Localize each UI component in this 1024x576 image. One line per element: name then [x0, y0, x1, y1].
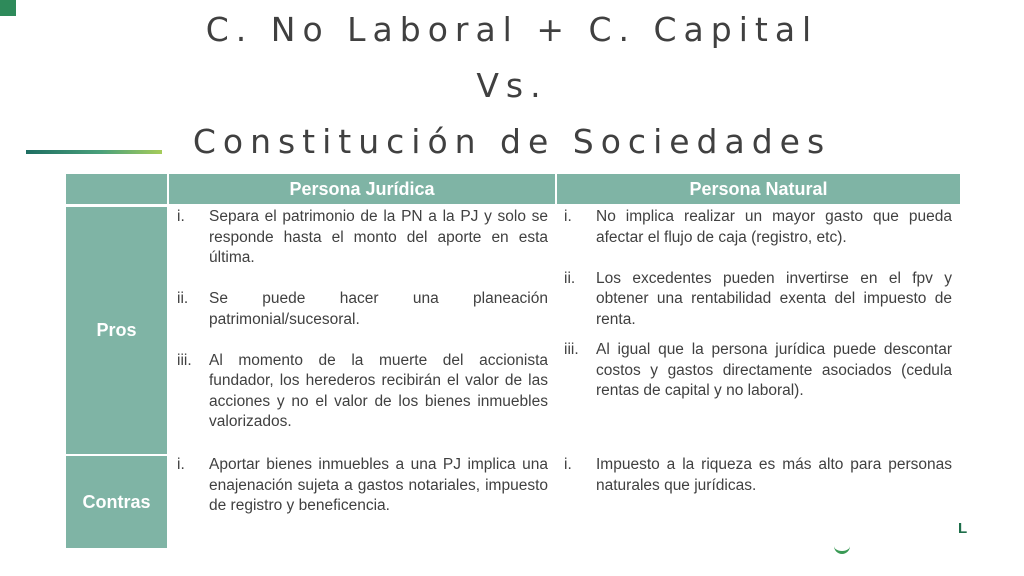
item-text: No implica realizar un mayor gasto que pueda afectar el flujo de caja (registro, etc).: [596, 208, 952, 246]
pros-pn-cell: [556, 206, 960, 456]
comparison-table: [66, 174, 960, 548]
list-item: [556, 340, 960, 402]
item-text: Al igual que la persona jurídica puede descontar costos y gastos directamente asociados (cedula rentas de capital y no laboral).: [596, 341, 952, 399]
row-label-pros: Pros: [66, 206, 168, 456]
item-number: i.: [564, 456, 572, 473]
list-item: [556, 455, 960, 496]
table-row-contras: [66, 455, 960, 548]
item-number: ii.: [564, 269, 576, 287]
item-text: Impuesto a la riqueza es más alto para personas naturales que jurídicas.: [596, 456, 952, 494]
item-number: i.: [177, 456, 185, 473]
list-item: [556, 207, 960, 248]
item-number: ii.: [177, 290, 189, 307]
table-row-pros: [66, 206, 960, 456]
item-text: Se puede hacer una planeación patrimonial/sucesoral.: [209, 290, 548, 328]
item-text: Aportar bienes inmuebles a una PJ implica una enajenación sujeta a gastos notariales, impuesto de registro y beneficencia.: [209, 456, 548, 514]
item-text: Separa el patrimonio de la PN a la PJ y solo se responde hasta el monto del aporte en esta última.: [209, 208, 548, 266]
list-item: [169, 207, 556, 269]
list-item: [169, 289, 556, 330]
list-item: [169, 455, 556, 517]
header-persona-natural: Persona Natural: [556, 174, 960, 206]
item-number: i.: [564, 208, 572, 225]
contras-pn-cell: [556, 455, 960, 548]
contras-pj-cell: [168, 455, 556, 548]
title-line-3: Constitución de Sociedades: [192, 122, 832, 161]
list-item: [169, 351, 556, 433]
item-text: Los excedentes pueden invertirse en el fpv y obtener una rentabilidad exenta del impuesto de renta.: [596, 269, 952, 328]
title-underline: [26, 150, 162, 154]
header-empty: [66, 174, 168, 206]
pros-pj-cell: [168, 206, 556, 456]
slide-title: [0, 2, 1024, 170]
title-line-2: Vs.: [476, 66, 548, 105]
item-number: iii.: [564, 341, 579, 358]
item-number: iii.: [177, 351, 192, 369]
item-text: Al momento de la muerte del accionista fundador, los herederos recibirán el valor de las acciones y no el valor de los bienes inmuebles valorizados.: [209, 351, 548, 430]
table-header-row: [66, 174, 960, 206]
side-mark: [959, 272, 969, 302]
title-line-1: C. No Laboral + C. Capital: [205, 10, 819, 49]
item-number: i.: [177, 208, 185, 225]
logo-letter: L: [958, 520, 968, 537]
row-label-contras: Contras: [66, 455, 168, 548]
list-item: [556, 269, 960, 331]
header-persona-juridica: Persona Jurídica: [168, 174, 556, 206]
